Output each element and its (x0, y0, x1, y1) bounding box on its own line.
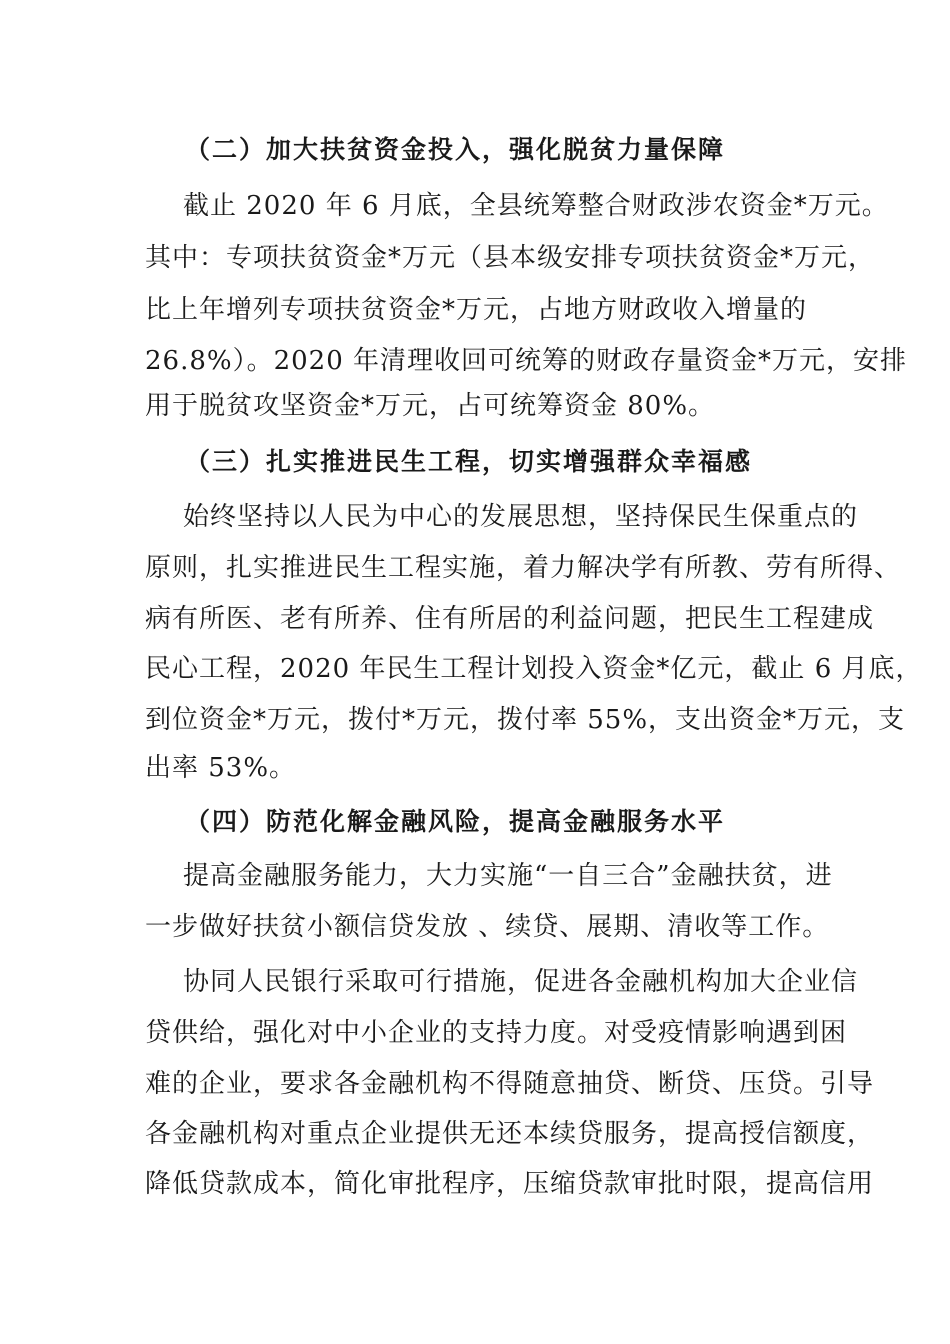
paragraph-line: 截止 2020 年 6 月底，全县统筹整合财政涉农资金*万元。 (183, 191, 889, 221)
paragraph-line: 比上年增列专项扶贫资金*万元，占地方财政收入增量的 (145, 295, 808, 325)
paragraph-line: 病有所医、老有所养、住有所居的利益问题，把民生工程建成 (145, 604, 875, 634)
paragraph-line: 26.8%）。2020 年清理收回可统筹的财政存量资金*万元，安排 (145, 346, 908, 376)
paragraph-line: 协同人民银行采取可行措施，促进各金融机构加大企业信 (183, 967, 859, 997)
paragraph-line: 用于脱贫攻坚资金*万元，占可统筹资金 80%。 (145, 391, 716, 421)
section-heading: （四）防范化解金融风险，提高金融服务水平 (185, 807, 726, 836)
paragraph-line: 难的企业，要求各金融机构不得随意抽贷、断贷、压贷。引导 (145, 1069, 875, 1099)
paragraph-line: 民心工程，2020 年民生工程计划投入资金*亿元，截止 6 月底， (145, 654, 923, 684)
paragraph-line: 到位资金*万元，拨付*万元，拨付率 55%，支出资金*万元，支 (145, 705, 906, 735)
section-heading: （二）加大扶贫资金投入，强化脱贫力量保障 (185, 135, 726, 164)
paragraph-line: 贷供给，强化对中小企业的支持力度。对受疫情影响遇到困 (145, 1018, 848, 1048)
paragraph-line: 降低贷款成本，简化审批程序，压缩贷款审批时限，提高信用 (145, 1169, 875, 1199)
paragraph-line: 出率 53%。 (145, 753, 297, 783)
section-heading: （三）扎实推进民生工程，切实增强群众幸福感 (185, 447, 753, 476)
paragraph-line: 其中：专项扶贫资金*万元（县本级安排专项扶贫资金*万元， (145, 243, 876, 273)
paragraph-line: 各金融机构对重点企业提供无还本续贷服务，提高授信额度， (145, 1119, 875, 1149)
paragraph-line: 一步做好扶贫小额信贷发放 、续贷、展期、清收等工作。 (145, 912, 830, 942)
paragraph-line: 始终坚持以人民为中心的发展思想，坚持保民生保重点的 (183, 502, 859, 532)
paragraph-line: 提高金融服务能力，大力实施“一自三合”金融扶贫，进 (183, 861, 833, 891)
paragraph-line: 原则，扎实推进民生工程实施，着力解决学有所教、劳有所得、 (145, 553, 902, 583)
